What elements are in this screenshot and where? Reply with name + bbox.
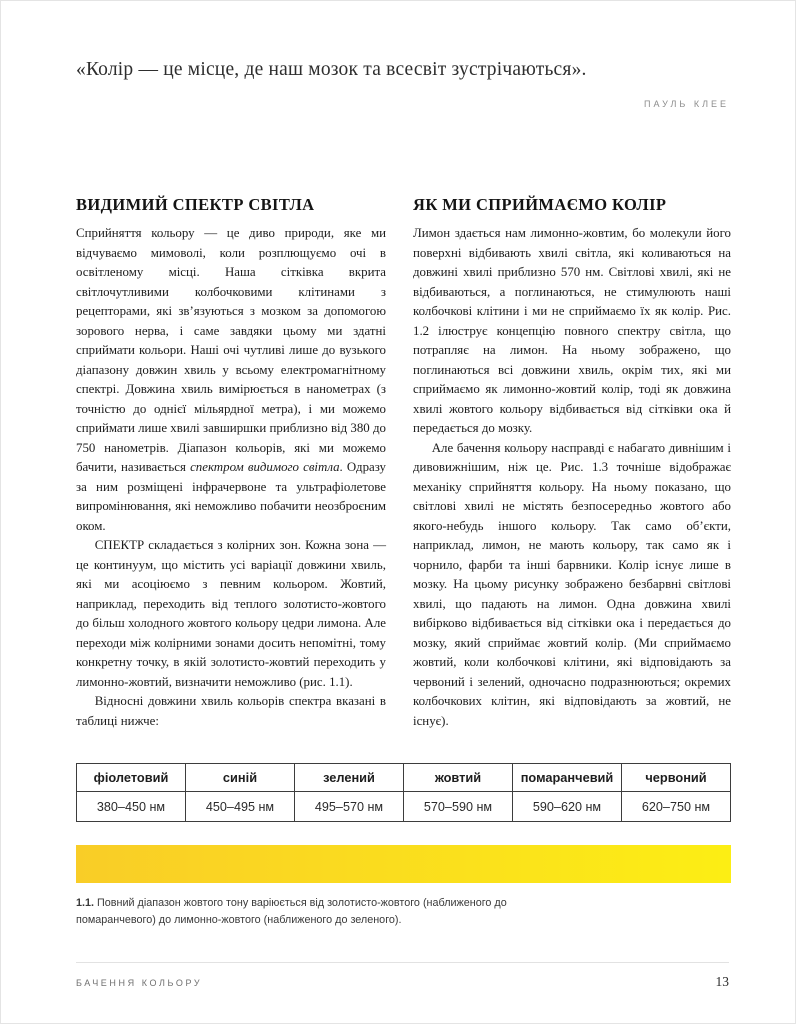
- quote-attribution: ПАУЛЬ КЛЕЕ: [644, 99, 729, 110]
- wavelength-table: [76, 763, 731, 822]
- left-column: [76, 195, 386, 747]
- table-value-green: 495–570 нм: [295, 792, 404, 822]
- left-paragraph-2: СПЕКТР складається з колірних зон. Кожна зона — це континуум, що містить усі варіації довжини хвиль, які ми асоціюємо з певним кольором. Жовтий, наприклад, переходить від теплого золотисто-жовтого до більш холодного жовтого кольору цедри лимона. Але переходи між колірними зонами досить непомітні, тому конкретну точку, в якій золотисто-жовтий переходить у лимонно-жовтий, визначити неможливо (рис. 1.1).: [76, 538, 386, 689]
- epigraph-quote: «Колір — це місце, де наш мозок та всесвіт зустрічаються».: [76, 59, 587, 80]
- yellow-gradient-figure: [76, 845, 731, 883]
- table-header-blue: синій: [186, 764, 295, 792]
- right-column: [413, 195, 731, 747]
- figure-caption-text: Повний діапазон жовтого тону варіюється від золотисто-жовтого (наближеного до помаранчевого) до лимонно-жовтого (наближеного до зеленого).: [76, 897, 507, 926]
- right-paragraph-1: Лимон здається нам лимонно-жовтим, бо молекули його поверхні відбивають хвилі світла, які коливаються на довжині хвилі приблизно 570 нм. Світлові хвилі, які не відбиваються, а поглинаються, не стимулюють наші колбочкові клітини і ми не сприймаємо їх як колір. Рис. 1.2 ілюструє концепцію повного спектру світла, що потрапляє на лимон. На ньому зображено, що поглинаються всі довжини хвиль, окрім тих, які ми сприймаємо як лимонно-жовтий колір, тоді як довжина хвилі жовтого кольору відбивається від сітківки ока й передається до мозку.: [413, 226, 731, 436]
- right-paragraph-2: Але бачення кольору насправді є набагато дивнішим і дивовижнішим, ніж це. Рис. 1.3 точніше відображає механіку сприйняття кольору. На ньому показано, що світлові хвилі не містять безпосередньо жовтого або якого-небудь іншого кольору. Так само об’єкти, наприклад, лимон, не мають кольору, так само як і чорнило, фарби та інші барвники. Колір існує лише в мозку. На цьому рисунку зображено безбарвні світлові хвилі, що падають на лимон. Одна довжина хвилі вибірково відбивається від сітківки ока і передається до мозку, який сприймає жовтий колір. (Ми сприймаємо жовтий, коли колбочкові клітини, які відповідають за червоний і зелений, одночасно подразнюються; окремих колбочкових клітин, які відповідають за жовтий, не існує).: [413, 440, 731, 728]
- table-header-yellow: жовтий: [404, 764, 513, 792]
- running-section-title: БАЧЕННЯ КОЛЬОРУ: [76, 978, 203, 988]
- table-value-yellow: 570–590 нм: [404, 792, 513, 822]
- figure-caption-number: 1.1.: [76, 897, 95, 910]
- left-p1-italic-term: спектром видимого світла: [190, 460, 340, 475]
- left-paragraph-3: Відносні довжини хвиль кольорів спектра вказані в таблиці нижче:: [76, 694, 386, 728]
- table-header-orange: помаранчевий: [513, 764, 622, 792]
- table-value-orange: 590–620 нм: [513, 792, 622, 822]
- table-header-red: червоний: [622, 764, 731, 792]
- table-value-row: [77, 792, 731, 822]
- table-header-violet: фіолетовий: [77, 764, 186, 792]
- figure-caption: [76, 895, 546, 927]
- left-column-heading: ВИДИМИЙ СПЕКТР СВІТЛА: [76, 195, 315, 215]
- table-value-violet: 380–450 нм: [77, 792, 186, 822]
- two-column-text: [76, 195, 729, 747]
- table-header-row: [77, 764, 731, 792]
- left-p1-text-end: . Одразу за ним розміщені інфрачервоне та ультрафіолетове випромінювання, які неможливо побачити неозброєним оком.: [76, 460, 387, 533]
- page-number: 13: [715, 974, 729, 989]
- table-header-green: зелений: [295, 764, 404, 792]
- page-footer: [76, 962, 729, 990]
- table-value-red: 620–750 нм: [622, 792, 731, 822]
- right-column-heading: ЯК МИ СПРИЙМАЄМО КОЛІР: [413, 195, 667, 215]
- table-value-blue: 450–495 нм: [186, 792, 295, 822]
- left-paragraph-1: [76, 224, 386, 536]
- left-p1-text: Сприйняття кольору — це диво природи, яке ми відчуваємо мимоволі, коли розплющуємо очі в освітленому місці. Наша сітківка вкрита світлочутливими колбочковими клітинами з рецепторами, які зв’язуються з мозком за допомогою зорового нерва, і саме завдяки цьому ми здатні сприймати кольори. Наші очі чутливі лише до вузького діапазону довжин хвиль у всьому електромагнітному спектрі. Довжина хвиль вимірюється в нанометрах (з точністю до однієї мільярдної метра), і ми можемо сприймати лише хвилі завширшки приблизно від 380 до 750 нанометрів. Діапазон кольорів, які ми можемо бачити, називається: [76, 226, 386, 475]
